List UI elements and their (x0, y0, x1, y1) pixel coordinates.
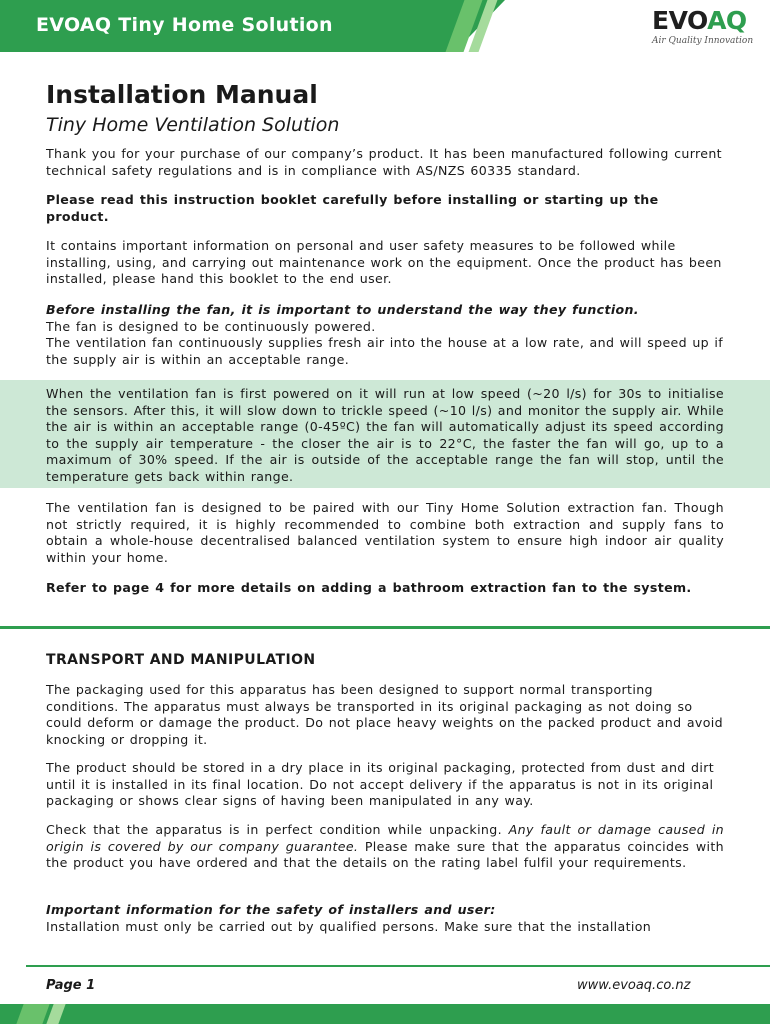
page-title: Installation Manual (46, 80, 318, 109)
footer-divider (26, 965, 770, 967)
section-heading-transport: TRANSPORT AND MANIPULATION (46, 652, 316, 668)
logo-prefix: EVO (652, 6, 708, 35)
p3-guarantee: Any fault or damage caused in origin is covered by our company guarantee. (46, 822, 724, 854)
page-number: Page 1 (46, 978, 96, 993)
brand-logo (652, 7, 756, 46)
intro-paragraph: Thank you for your purchase of our company’s product. It has been manufactured following current technical safety regulations and is in compliance with AS/NZS 60335 standard. (46, 146, 722, 178)
before-line-2: The ventilation fan continuously supplies fresh air into the house at a low rate, and will speed up if the supply air is within an acceptable range. (46, 335, 724, 367)
before-installing-heading: Before installing the fan, it is important to understand the way they function. (46, 302, 639, 317)
transport-paragraph-2: The product should be stored in a dry place in its original packaging, protected from dust and dirt until it is installed in its final location. Do not accept delivery if the apparatus is not in its original packaging or shows clear signs of having been manipulated in any way. (46, 760, 715, 809)
important-info-heading: Important information for the safety of installers and user: (46, 902, 496, 917)
header-title: EVOAQ Tiny Home Solution (36, 14, 333, 36)
refer-paragraph: Refer to page 4 for more details on adding a bathroom extraction fan to the system. (46, 580, 692, 595)
important-info-line: Installation must only be carried out by qualified persons. Make sure that the installation (46, 918, 652, 934)
before-line-1: The fan is designed to be continuously powered. (46, 318, 376, 334)
website-link[interactable]: www.evoaq.co.nz (577, 978, 691, 993)
logo-suffix: AQ (707, 6, 747, 35)
pairing-paragraph: The ventilation fan is designed to be paired with our Tiny Home Solution extraction fan. Though not strictly required, it is highly recommended to combine both extraction and supply fans to obtain a whole-house decentralised balanced ventilation system to ensure high indoor air quality within your home. (46, 500, 724, 565)
transport-paragraph-1: The packaging used for this apparatus has been designed to support normal transporting conditions. The apparatus must always be transported in its original packaging as not doing so could deform or damage the product. Do not place heavy weights on the packed product and avoid knocking or dropping it. (46, 682, 723, 747)
highlight-paragraph: When the ventilation fan is first powered on it will run at low speed (~20 l/s) for 30s to initialise the sensors. After this, it will slow down to trickle speed (~10 l/s) and monitor the supply air. While the air is within an acceptable range (0-45ºC) the fan will automatically adjust its speed according to the supply air temperature - the closer the air is to 22°C, the faster the fan will go, up to a maximum of 30% speed. If the air is outside of the acceptable range the fan will stop, until the temperature gets back within range. (46, 386, 724, 484)
logo-wordmark (652, 7, 756, 35)
p3-part-c: Please make sure that the apparatus coincides with the product you have ordered and that the details on the rating label fulfil your requirements. (46, 838, 724, 871)
page-subtitle: Tiny Home Ventilation Solution (46, 114, 340, 136)
transport-paragraph-3 (46, 822, 724, 872)
footer-band (0, 1004, 770, 1024)
before-installing-block (46, 302, 724, 368)
safety-info-paragraph: It contains important information on personal and user safety measures to be followed while installing, using, and carrying out maintenance work on the equipment. Once the product has been installed, please hand this booklet to the end user. (46, 238, 722, 287)
logo-tagline: Air Quality Innovation (652, 36, 754, 46)
read-notice: Please read this instruction booklet carefully before installing or starting up the product. (46, 192, 659, 224)
important-info-block (46, 902, 724, 935)
section-divider (0, 626, 770, 629)
p3-part-a: Check that the apparatus is in perfect condition while unpacking. (46, 822, 509, 837)
